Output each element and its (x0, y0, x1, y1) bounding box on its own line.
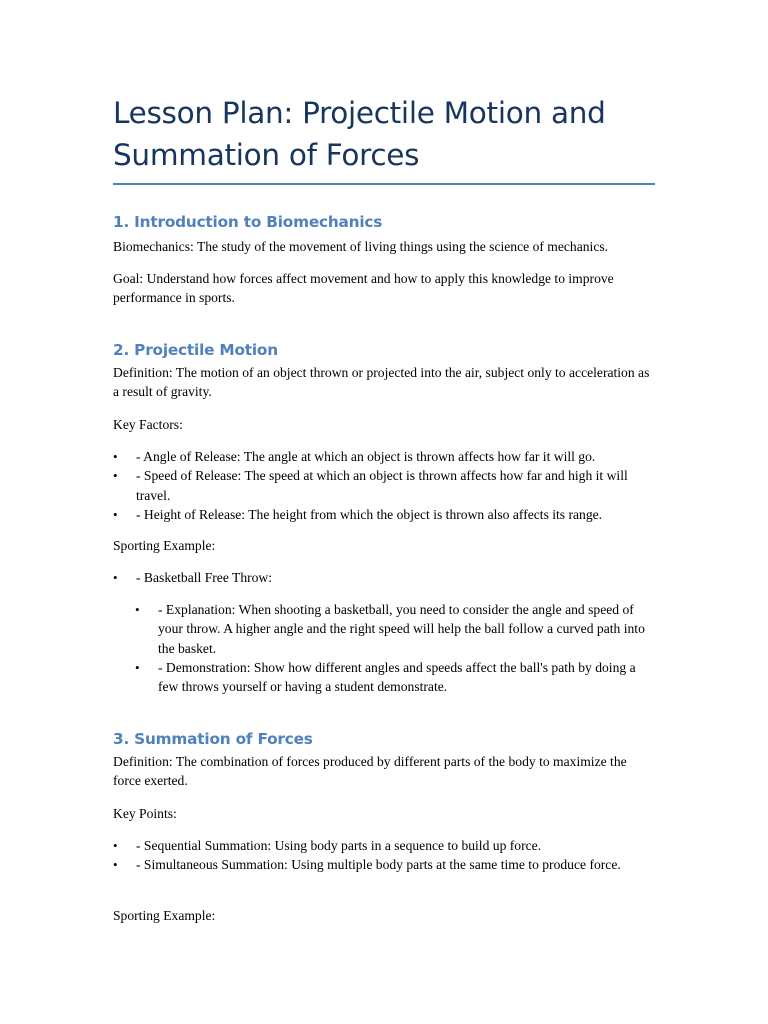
list-item: • - Demonstration: Show how different angles and speeds affect the ball's path by doing a few throws yourself or having a student demonstrate. (135, 659, 636, 695)
bullet-icon: • (113, 570, 118, 585)
paragraph-biomechanics-definition: Biomechanics: The study of the movement of living things using the science of mechanics. (113, 239, 609, 254)
bullet-icon: • (113, 838, 118, 853)
bullet-icon: • (113, 506, 118, 522)
label-key-factors: Key Factors: (113, 417, 183, 432)
section-heading-summation-of-forces: 3. Summation of Forces (113, 730, 313, 748)
bullet-icon: • (113, 449, 118, 464)
section-heading-introduction: 1. Introduction to Biomechanics (113, 213, 383, 231)
bullet-icon: • (113, 468, 118, 484)
document-title: Lesson Plan: Projectile Motion and Summation of Forces (113, 92, 655, 185)
list-item: • - Angle of Release: The angle at which an object is thrown affects how far it will go. (113, 447, 655, 466)
list-key-factors (113, 447, 655, 524)
list-item: • - Height of Release: The height from which the object is thrown also affects its range. (113, 505, 655, 524)
list-item: • - Simultaneous Summation: Using multiple body parts at the same time to produce force. (113, 855, 655, 874)
label-key-points: Key Points: (113, 806, 177, 821)
document-page (113, 92, 655, 923)
list-sporting-example-details (135, 600, 655, 696)
list-item: • - Sequential Summation: Using body parts in a sequence to build up force. (113, 836, 655, 855)
bullet-icon: • (135, 659, 140, 675)
list-item: • - Explanation: When shooting a basketball, you need to consider the angle and speed of your throw. A higher angle and the right speed will help the ball follow a curved path into the basket. (135, 602, 645, 656)
paragraph-summation-definition: Definition: The combination of forces produced by different parts of the body to maximize the force exerted. (113, 754, 627, 789)
bullet-icon: • (113, 857, 118, 873)
paragraph-goal: Goal: Understand how forces affect movement and how to apply this knowledge to improve performance in sports. (113, 271, 614, 306)
label-sporting-example: Sporting Example: (113, 538, 216, 553)
list-sporting-example (113, 568, 655, 587)
bullet-icon: • (135, 602, 140, 617)
list-key-points (113, 836, 655, 875)
list-item: • - Basketball Free Throw: (113, 568, 655, 587)
list-item: • - Speed of Release: The speed at which an object is thrown affects how far and high it will travel. (113, 468, 628, 503)
label-sporting-example: Sporting Example: (113, 908, 216, 923)
paragraph-projectile-definition: Definition: The motion of an object thrown or projected into the air, subject only to acceleration as a result of gravity. (113, 365, 650, 400)
section-heading-projectile-motion: 2. Projectile Motion (113, 341, 278, 359)
